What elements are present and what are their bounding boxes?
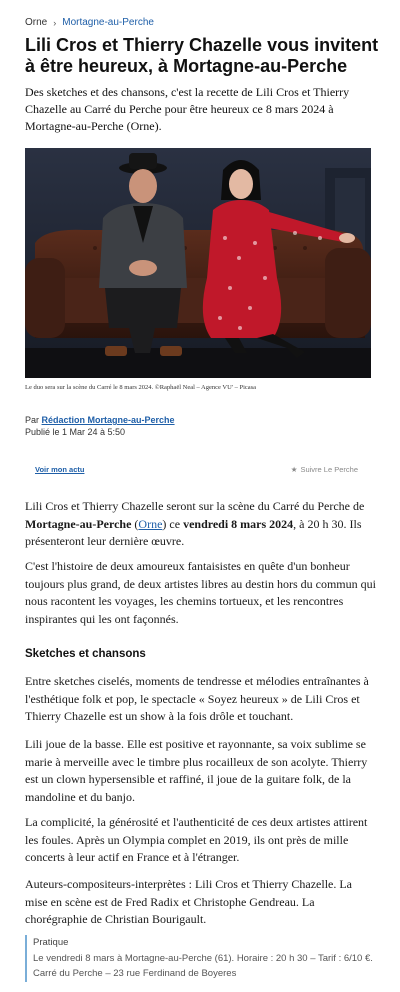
article-photo[interactable]: [25, 148, 371, 378]
practical-title: Pratique: [33, 937, 69, 948]
paragraph-2: C'est l'histoire de deux amoureux fantaisistes en quête d'un bonheur toujours plus grand, de deux artistes libres au destin hors du commun qui nous racontent les voyages, les chemins tortueux, et les rencontres inspirantes qui les ont façonnés.: [25, 559, 376, 626]
practical-text: Le vendredi 8 mars à Mortagne-au-Perche (61). Horaire : 20 h 30 – Tarif : 6/10 €. Carré du Perche – 23 rue Ferdinand de Boyeres: [33, 952, 373, 979]
follow-label: Suivre Le Perche: [300, 465, 358, 474]
chevron-right-icon: ›: [53, 17, 57, 28]
breadcrumb: [25, 17, 154, 28]
paragraph-6: Auteurs-compositeurs-interprètes : Lili Cros et Thierry Chazelle. La mise en scène est de Fred Radix et Christophe Gendreau. La chorégraphie de Christian Bourigault.: [25, 877, 353, 926]
article-title: Lili Cros et Thierry Chazelle vous invitent à être heureux, à Mortagne-au-Perche: [25, 35, 379, 76]
article-lead: Des sketches et des chansons, c'est la recette de Lili Cros et Thierry Chazelle au Carré du Perche pour être heureux ce 8 mars 2024 à Mortagne-au-Perche (Orne).: [25, 85, 350, 133]
paragraph-4: Lili joue de la basse. Elle est positive et rayonnante, sa voix sublime se marie à merveille avec le timbre plus rocailleux de son acolyte. Thierry est un clown hypersensible et raffiné, il joue de la guitare folk, de la mandoline et du banjo.: [25, 737, 368, 804]
paragraph-5: La complicité, la générosité et l'authenticité de ces deux artistes attirent les foules. Après un Olympia complet en 2019, ils ont près de mille concerts à leur actif en France et à l'étranger.: [25, 815, 368, 864]
photo-caption: Le duo sera sur la scène du Carré le 8 mars 2024. ©Raphaël Neal – Agence VU' – Picasa: [25, 384, 257, 391]
p1-text-d: ) ce: [162, 516, 184, 531]
follow-button[interactable]: [291, 465, 358, 474]
photo-illustration: [25, 148, 371, 378]
p1-text-e: , à 20 h 30. Ils présenteront leur dernière œuvre.: [25, 516, 362, 548]
p1-bold-date: vendredi 8 mars 2024: [183, 516, 294, 531]
practical-info-box: [25, 935, 375, 982]
section-heading: Sketches et chansons: [25, 648, 146, 660]
my-actu-link[interactable]: Voir mon actu: [35, 465, 85, 474]
breadcrumb-orne[interactable]: Orne: [25, 17, 48, 28]
byline: [25, 414, 175, 427]
author-link[interactable]: Rédaction Mortagne-au-Perche: [41, 415, 175, 425]
p1-text-a: Lili Cros et Thierry Chazelle seront sur la scène du Carré du Perche de: [25, 499, 365, 513]
p1-bold-city: Mortagne-au-Perche: [25, 516, 132, 531]
paragraph-3: Entre sketches ciselés, moments de tendresse et mélodies entraînantes à l'esthétique folk et pop, le spectacle « Soyez heureux » de Lili Cros et Thierry Chazelle est un show à la fois drôle et touchant.: [25, 674, 369, 723]
published-date: Publié le 1 Mar 24 à 5:50: [25, 427, 126, 437]
p1-text-c: (: [131, 516, 139, 531]
star-icon: ★: [290, 465, 298, 474]
paragraph-1: [25, 498, 377, 551]
breadcrumb-mortagne[interactable]: Mortagne-au-Perche: [62, 17, 154, 28]
byline-prefix: Par: [25, 415, 40, 425]
orne-link[interactable]: Orne: [138, 516, 163, 531]
